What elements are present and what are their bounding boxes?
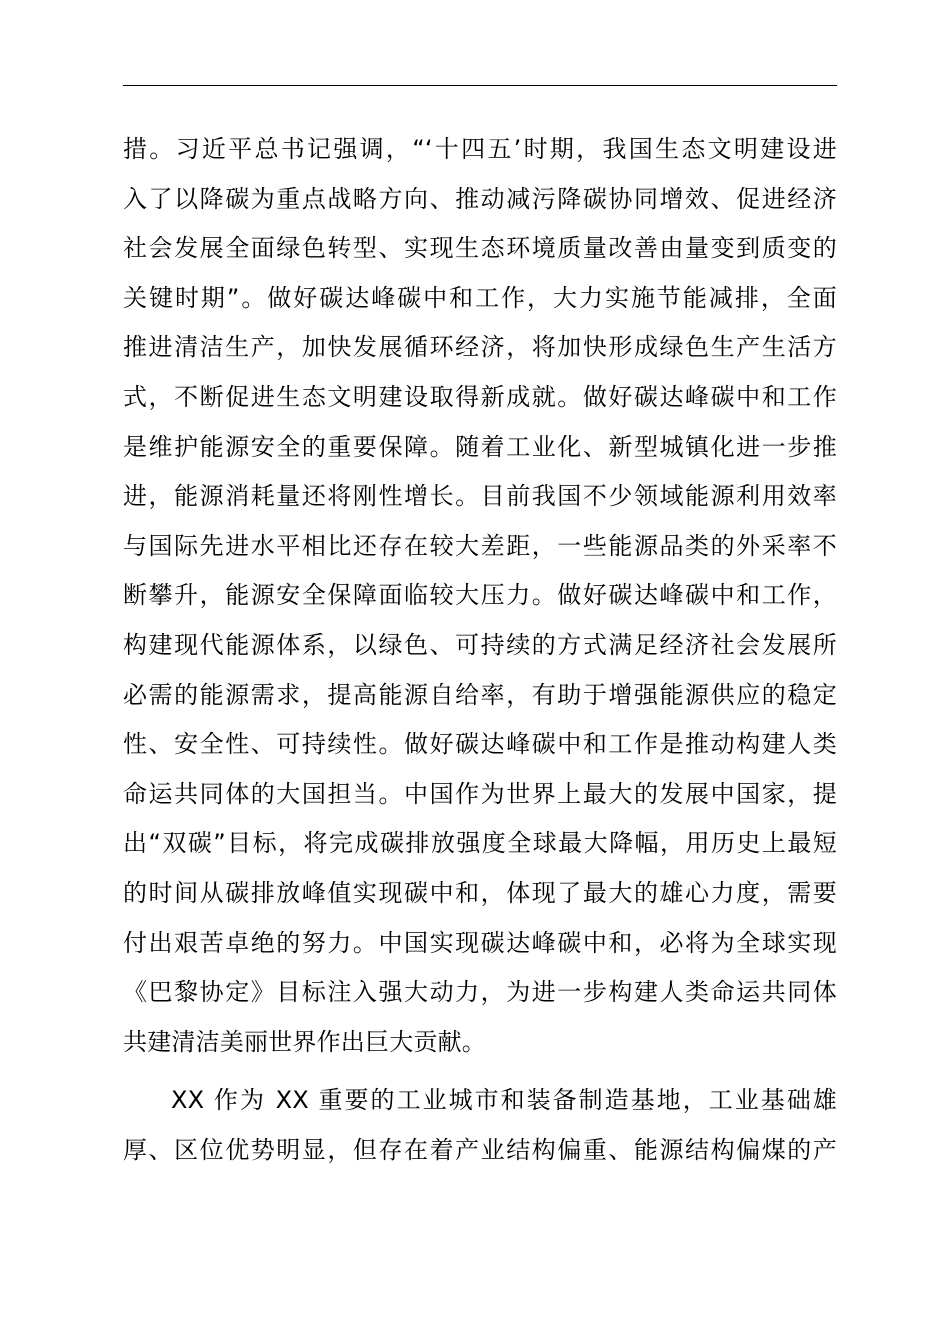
text-line: 是维护能源安全的重要保障。随着工业化、新型城镇化进一步推 <box>123 432 837 461</box>
paragraph-gap <box>123 1067 837 1076</box>
text-line: 厚、区位优势明显，但存在着产业结构偏重、能源结构偏煤的产 <box>123 1135 837 1164</box>
text-line: 付出艰苦卓绝的努力。中国实现碳达峰碳中和，必将为全球实现 <box>123 928 837 957</box>
paragraph-1 <box>123 125 837 1067</box>
text-line: 关键时期”。做好碳达峰碳中和工作，大力实施节能减排，全面 <box>123 283 837 312</box>
text-line: 构建现代能源体系，以绿色、可持续的方式满足经济社会发展所 <box>123 630 837 659</box>
text-line: 进，能源消耗量还将刚性增长。目前我国不少领域能源利用效率 <box>123 482 837 511</box>
header-rule <box>123 85 837 86</box>
text-line: 与国际先进水平相比还存在较大差距，一些能源品类的外采率不 <box>123 531 837 560</box>
text-line: 推进清洁生产，加快发展循环经济，将加快形成绿色生产生活方 <box>123 333 837 362</box>
text-line: 措。习近平总书记强调，“‘十四五’时期，我国生态文明建设进 <box>123 135 837 163</box>
text-line: 《巴黎协定》目标注入强大动力，为进一步构建人类命运共同体 <box>123 978 837 1007</box>
text-line: 社会发展全面绿色转型、实现生态环境质量改善由量变到质变的 <box>123 234 837 263</box>
paragraph-2 <box>123 1076 837 1175</box>
text-line: 必需的能源需求，提高能源自给率，有助于增强能源供应的稳定 <box>123 680 837 709</box>
text-line: XX 作为 XX 重要的工业城市和装备制造基地，工业基础雄 <box>171 1086 837 1115</box>
document-body <box>123 125 837 1175</box>
text-line: 共建清洁美丽世界作出巨大贡献。 <box>123 1027 486 1056</box>
text-line: 的时间从碳排放峰值实现碳中和，体现了最大的雄心力度，需要 <box>123 878 837 907</box>
text-line: 出“双碳”目标，将完成碳排放强度全球最大降幅，用历史上最短 <box>123 829 837 858</box>
text-line: 式，不断促进生态文明建设取得新成就。做好碳达峰碳中和工作 <box>123 382 837 411</box>
text-line: 命运共同体的大国担当。中国作为世界上最大的发展中国家，提 <box>123 779 837 808</box>
text-line: 入了以降碳为重点战略方向、推动减污降碳协同增效、促进经济 <box>123 184 837 213</box>
text-line: 性、安全性、可持续性。做好碳达峰碳中和工作是推动构建人类 <box>123 730 837 759</box>
text-line: 断攀升，能源安全保障面临较大压力。做好碳达峰碳中和工作， <box>123 581 837 610</box>
